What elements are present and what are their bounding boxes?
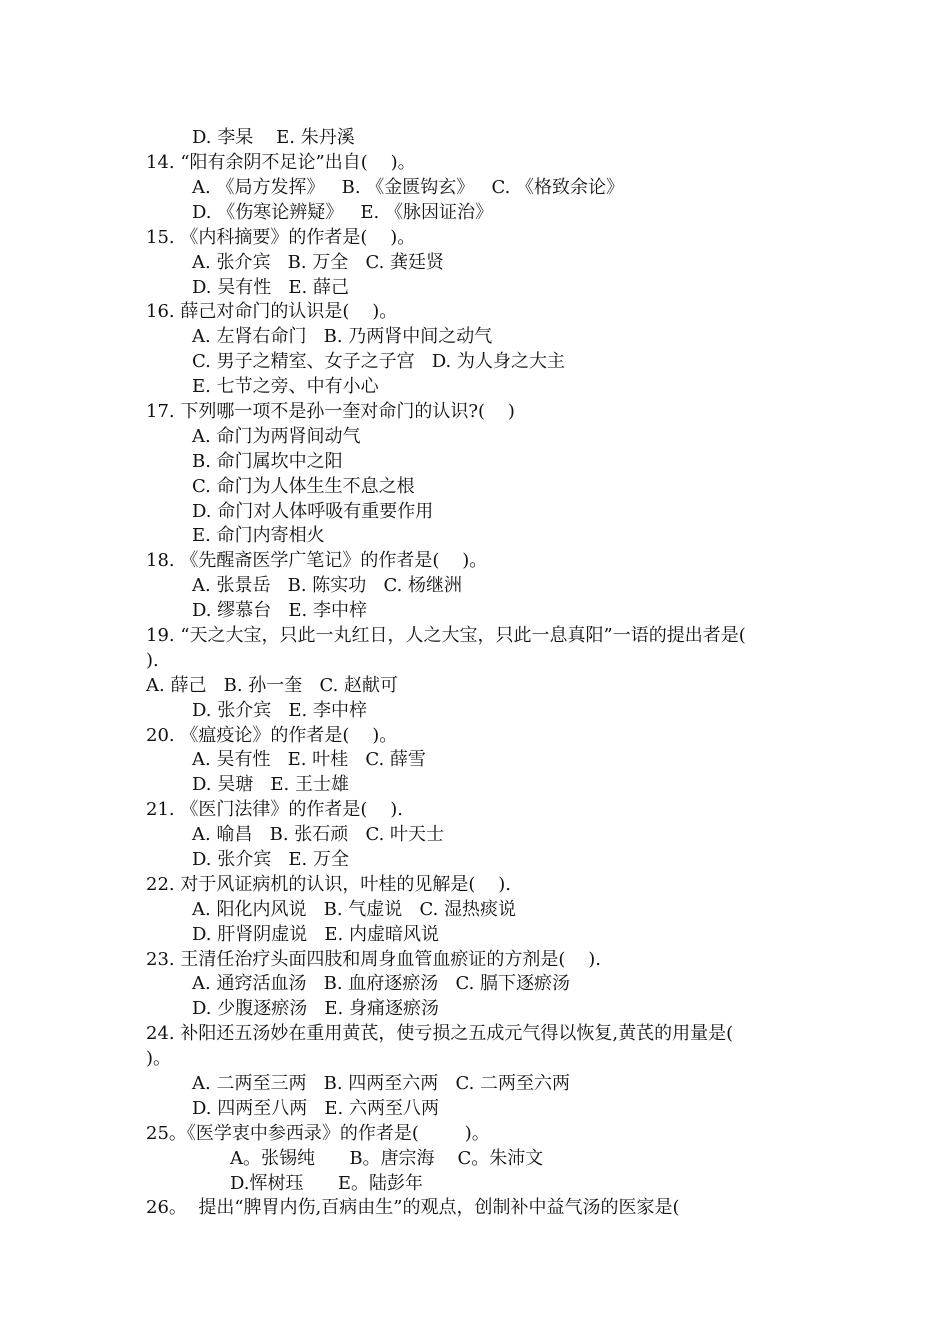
option-line: D. 张介宾 E. 李中梓 [192,700,367,721]
option-line: C. 命门为人体生生不息之根 [192,476,415,497]
question-20: 20. 《瘟疫论》的作者是( )。 [146,725,398,746]
option-line: B. 命门属坎中之阳 [192,451,343,472]
option-line: A. 通窍活血汤 B. 血府逐瘀汤 C. 膈下逐瘀汤 [192,973,571,994]
option-line: D. 缪慕台 E. 李中梓 [192,600,367,621]
option-line: A. 张景岳 B. 陈实功 C. 杨继洲 [192,575,463,596]
option-line: A. 吴有性 E. 叶桂 C. 薛雪 [192,749,426,770]
question-22: 22. 对于风证病机的认识，叶桂的见解是( ). [146,874,511,895]
option-line: E. 命门内寄相火 [192,525,325,546]
question-16: 16. 薛己对命门的认识是( )。 [146,301,398,322]
question-19-continued: ). [146,650,159,671]
option-line: A. 《局方发挥》 B. 《金匮钩玄》 C. 《格致余论》 [192,177,625,198]
question-26: 26。 提出“脾胃内伤,百病由生”的观点，创制补中益气汤的医家是( [146,1197,680,1218]
option-line: A. 二两至三两 B. 四两至六两 C. 二两至六两 [192,1073,571,1094]
question-17: 17. 下列哪一项不是孙一奎对命门的认识?( ) [146,401,515,422]
option-line: A. 喻昌 B. 张石顽 C. 叶天士 [192,824,445,845]
option-line: D. 吴瑭 E. 王士雄 [192,774,349,795]
question-25: 25。《医学衷中参西录》的作者是( )。 [146,1123,490,1144]
option-line: A. 薛己 B. 孙一奎 C. 赵献可 [146,675,399,696]
option-line: D. 《伤寒论辨疑》 E. 《脉因证治》 [192,202,493,223]
question-14: 14. “阳有余阴不足论”出自( )。 [146,152,416,173]
option-line: D. 李杲 E. 朱丹溪 [192,127,355,148]
question-18: 18. 《先醒斋医学广笔记》的作者是( )。 [146,550,488,571]
option-line: D. 肝肾阴虚说 E. 内虚暗风说 [192,924,439,945]
option-line: D. 张介宾 E. 万全 [192,849,349,870]
question-15: 15. 《内科摘要》的作者是( )。 [146,227,416,248]
option-line: A. 阳化内风说 B. 气虚说 C. 湿热痰说 [192,899,517,920]
option-line: A. 命门为两肾间动气 [192,426,361,447]
option-line: D. 命门对人体呼吸有重要作用 [192,501,434,522]
option-line: A. 张介宾 B. 万全 C. 龚廷贤 [192,252,445,273]
question-24: 24. 补阳还五汤妙在重用黄芪，使亏损之五成元气得以恢复,黄芪的用量是( [146,1023,734,1044]
option-line: A. 左肾右命门 B. 乃两肾中间之动气 [192,326,493,347]
option-line: D. 少腹逐瘀汤 E. 身痛逐瘀汤 [192,998,439,1019]
option-line: C. 男子之精室、女子之子宫 D. 为人身之大主 [192,351,565,372]
question-23: 23. 王清任治疗头面四肢和周身血管血瘀证的方剂是( ). [146,949,601,970]
option-line: E. 七节之旁、中有小心 [192,376,379,397]
question-19: 19. “天之大宝，只此一丸红日，人之大宝，只此一息真阳”一语的提出者是( [146,625,746,646]
question-21: 21. 《医门法律》的作者是( ). [146,799,403,820]
option-line: D.恽树珏 E。陆彭年 [230,1173,423,1194]
option-line: D. 四两至八两 E. 六两至八两 [192,1098,439,1119]
option-line: A。张锡纯 B。唐宗海 C。朱沛文 [230,1148,544,1169]
question-24-continued: )。 [146,1048,172,1069]
option-line: D. 吴有性 E. 薛己 [192,277,349,298]
